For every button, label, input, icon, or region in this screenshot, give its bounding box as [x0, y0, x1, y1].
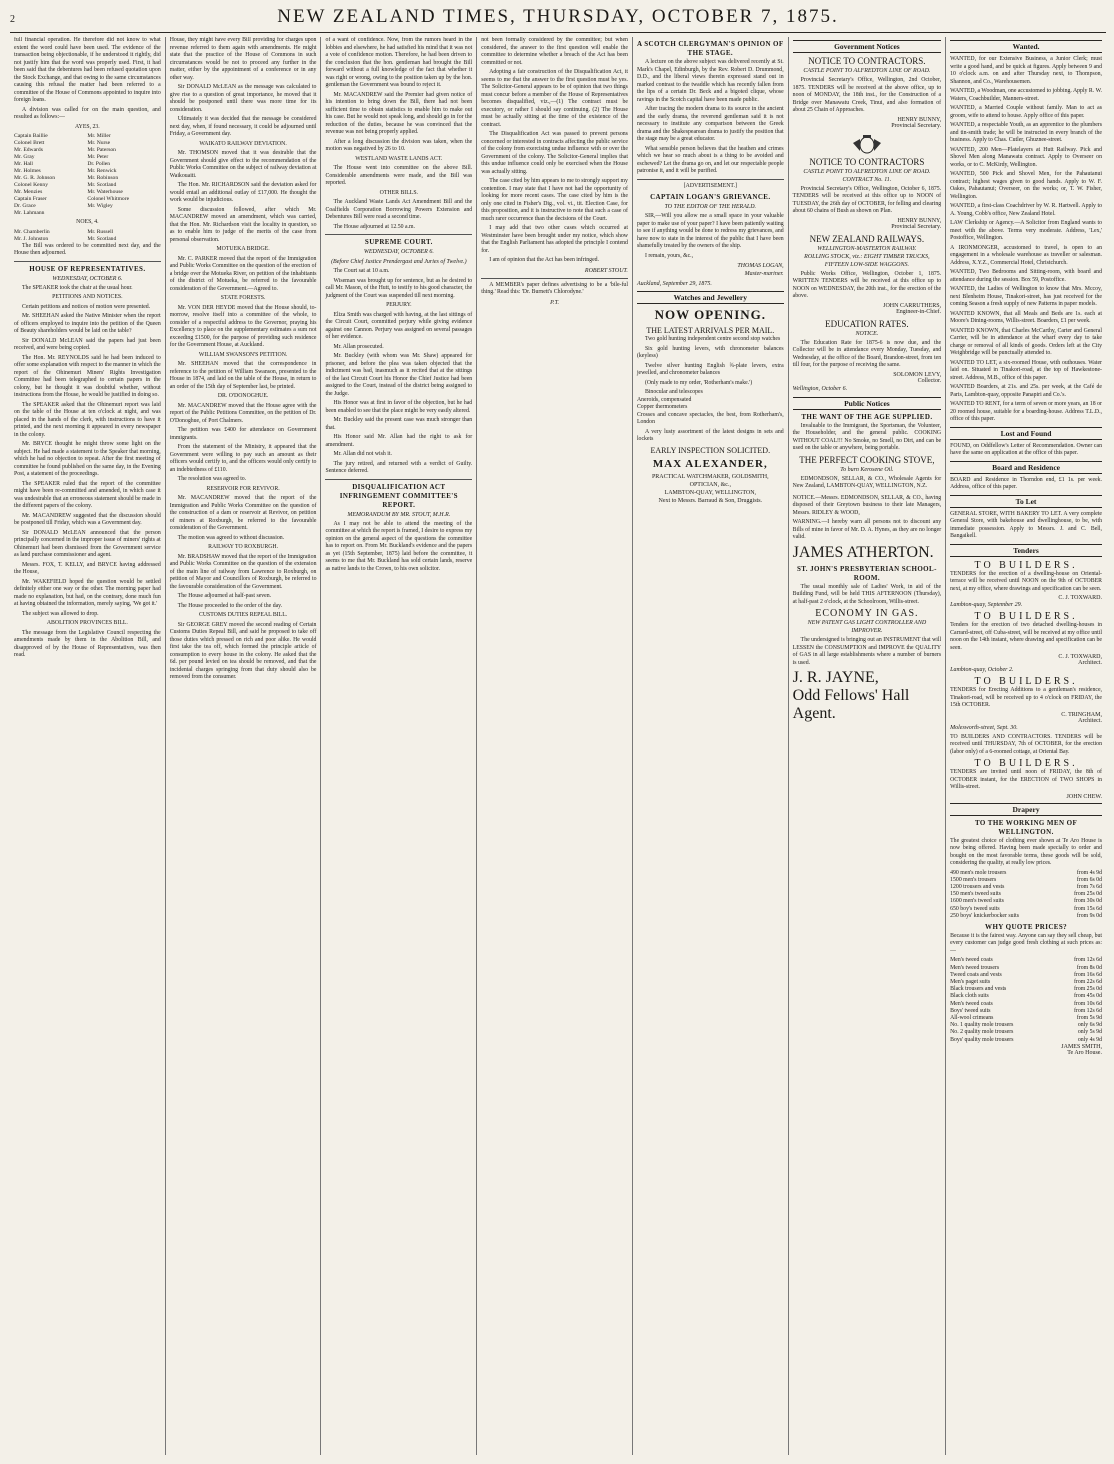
classified-ad: TO BUILDERS AND CONTRACTORS. TENDERS will be received until THURSDAY, 7th of OCTOBER, for the erection (labor only) of a 6-roomed cottage, at Oriental Bay. [950, 733, 1102, 755]
article-paragraph: Mr. MACANDREW moved that the report of the Immigration and Public Works Committee on the question of the construction of a dam or reservoir at Revivor, on petition of miners at Roxburgh, be referred to the favourable consideration of the Government. [169, 495, 317, 531]
price-value: from 7s 6d [1076, 883, 1102, 890]
article-paragraph: Messrs. FOX, T. KELLY, and BRYCE having addressed the House, [14, 561, 161, 575]
article-paragraph: The motion was agreed to without discussion. [177, 534, 285, 541]
article-paragraph: The subject was allowed to drop. [22, 610, 99, 617]
price-item: 650 boy's tweed suits [950, 905, 1000, 912]
advertisement [637, 307, 784, 505]
notice-headline: THE PERFECT COOKING STOVE, [799, 454, 935, 465]
ad-line: (Only made to my order, 'Rotherham's make.') [644, 379, 753, 386]
price-item: 1200 trousers and vests [950, 883, 1005, 890]
article-paragraph: Mr. SHEEHAN moved that the correspondence in reference to the petition of William Swanson, presented to the House in 1874, and laid on the table of the House, in return to an order of the 15th day of September last, be printed. [169, 361, 317, 390]
notice-headline: NEW ZEALAND RAILWAYS. [809, 233, 925, 244]
tender-headline: TO BUILDERS. [974, 611, 1078, 622]
divider [637, 179, 784, 180]
price-value: from 5s 9d [1076, 1015, 1102, 1022]
price-row [950, 965, 1102, 972]
article-paragraph: After tracing the modern drama to its source in the ancient and the early drama, the reverend gentleman said it is not necessary to institute any comparison between the Greek drama and the Shakespearean drama to justify the position that the stage may be a great educator. [636, 106, 784, 142]
price-row [950, 906, 1102, 913]
price-value: from 12s 6d [1073, 1007, 1102, 1014]
classified-ad: WANTED TO RENT, for a term of seven or more years, an 18 or 20 roomed house, suitable for a boarding-house. Address T.L.D., office of this paper. [950, 401, 1102, 422]
article-paragraph: full financial operation. He therefore did not know to what extent the word could have been used. The evidence of the transaction being objectionable, if he understood it rightly, did not justify him that the word was properly used. First, it had been said that the debentures had been refused quotation upon the Stock Exchange, and that owing to the same circumstances causing this refusal the matter had been referred to a committee of the House of Commons appointed to inquire into foreign loans. [14, 37, 161, 103]
subheading: PERJURY. [386, 302, 412, 308]
tender-date: Lambton-quay, October 2. [950, 667, 1014, 673]
article-paragraph: Mr. THOMSON moved that it was desirable that the Government should give effect to the recommendation of the Public Works Committee on the subject of railway deviation at Waikouaiti. [169, 150, 317, 179]
price-item: Tweed coats and vests [950, 971, 1002, 978]
notice-headline: ECONOMY IN GAS. [815, 608, 919, 619]
article-paragraph: Mr. Allan did not wish it. [333, 451, 392, 457]
price-value: from 45s 0d [1073, 993, 1102, 1000]
ad-address: PRACTICAL WATCHMAKER, GOLDSMITH, OPTICIAN, &c., LAMBTON-QUAY, WELLINGTON, Next to Messrs. Barraud & Son, Druggists. [651, 473, 769, 504]
notice-subheadline: NOTICE. [855, 330, 879, 337]
price-item: 490 men's mole trousers [950, 869, 1007, 876]
article-paragraph: Sir GEORGE GREY moved the second reading of Certain Customs Duties Repeal Bill, and said he proposed to take off those duties which pressed on rich and poor alike. He would first take the tea off, which formed the principle article of consumption to every house in the colony. He asked that the 6d. per pound levied on tea should be removed, and that the incidental charges springing from that duty should also be removed from the consumer. [169, 621, 317, 680]
price-item: Boys' quality mole trousers [950, 1036, 1014, 1043]
price-row [950, 1008, 1102, 1015]
subheading: CUSTOMS DUTIES REPEAL BILL. [198, 612, 288, 618]
price-row [950, 957, 1102, 964]
article-paragraph: The case cited by him appears to me to strongly support my contention. I may state that I have not had the opportunity of looking for more recent cases. The case cited by him is the only one cited in Fisher's Dig., vol. vi., tit. Election Case, for this proposition, and it is instructive to note that such a case of much rarer occurrence than the decisions of the Court. [481, 178, 628, 222]
article-paragraph: Mr. MACANDREW said the Premier had given notice of his intention to bring down the Bill, there had not been sufficient time to obtain statistics to enable him to make out his case. But he would not speak long, and should go in for the reduction of the duties, because he was convinced that the revenue was not being properly applied. [325, 91, 473, 135]
article-paragraph: Mr. VON DER HEYDE moved that the House should, to-morrow, resolve itself into a committee of the whole, to consider of a respectful address to the Governor, praying his Excellency to place on the supplementary estimates a sum not exceeding £1500, for the purpose of providing such residence for the Government House, at Auckland. [169, 304, 317, 348]
price-value: from 15s 6d [1073, 905, 1102, 912]
price-row [950, 898, 1102, 905]
tender-signature: C. J. TOXWARD, Architect. [1058, 654, 1102, 666]
article-paragraph: The SPEAKER asked that the Ohinemuri report was laid on the table of the House at ten o'clock at night, and was placed in the hands of the clerk, with instructions to have it printed, and the next morning it appeared in every newspaper in the colony. [14, 401, 161, 438]
price-value: from 25s 0d [1073, 891, 1102, 898]
ad-headline: NOW OPENING. [654, 307, 767, 322]
column-6 [789, 37, 946, 1455]
price-value: from 10s 6d [1073, 1000, 1102, 1007]
notice-signature: HENRY BUNNY, Provincial Secretary. [891, 217, 942, 230]
price-row [950, 972, 1102, 979]
price-row [950, 913, 1102, 920]
price-value: from 22s 6d [1073, 979, 1102, 986]
article-paragraph: Mr. Buckley (with whom was Mr. Shaw) appeared for prisoner, and before the plea was taken objected that the indictment was bad, inasmuch as it recited that at the sittings of the last Circuit Court his Honor the Chief Justice had been assigned to the Court, instead of the district being assigned to the Judge. [325, 353, 473, 397]
price-value: only 4s 9d [1077, 1036, 1102, 1043]
price-row [950, 1037, 1102, 1044]
article-paragraph: Wiseman was brought up for sentence, but as he desired to call Mr. Mason, of the Hutt, to testify to his good character, the judgment of the Court was suspended till next morning. [325, 277, 473, 299]
newspaper-title: NEW ZEALAND TIMES, THURSDAY, OCTOBER 7, 1875. [277, 6, 839, 27]
tender-headline: TO BUILDERS. [974, 676, 1078, 687]
ad-line: Six gold hunting levers, with chronometer balances (keyless) [636, 345, 784, 359]
section-bar: Tenders [950, 544, 1102, 557]
section-date: WEDNESDAY, OCTOBER 6. [363, 249, 434, 255]
classified-ad: WANTED, for our Extensive Business, a Junior Clerk; must write a good hand, and be quick at figures. Apply between 9 and 10 o'clock a.m. on and after Thursday next, to Thompson, Shannon, and Co., Warehousemen. [950, 56, 1102, 85]
classified-ad: WANTED KNOWN, that all Meals and Beds are 1s. each at Moore's Dining-rooms, Willis-street. Boarders, £1 per week. [950, 310, 1102, 324]
column-1 [10, 37, 166, 1455]
subheading: PETITIONS AND NOTICES. [52, 294, 123, 300]
notice-subheadline: NEW PATENT GAS LIGHT CONTROLLER AND IMPROVER. [807, 620, 927, 634]
section-heading: CAPTAIN LOGAN'S GRIEVANCE. [650, 193, 771, 201]
notice-subheadline: CASTLE POINT TO ALFREDTON LINE OF ROAD. CONTRACT No. 11. [803, 168, 931, 183]
notice-text: NOTICE.—Messrs. EDMONDSON, SELLAR, & CO., having disposed of their Greytown business to their late Managers, Messrs. RIDLEY & WOOD, [792, 494, 942, 516]
notice-text: Public Works Office, Wellington, October 1, 1875. WRITTEN TENDERS will be received at this office up to NOON on WEDNESDAY, the 20th inst., for the erection of the above. [792, 270, 942, 299]
article-paragraph: not been formally considered by the committee; but when considered, the answer to the first question will enable the committee to determine whether a breach of the Act has been committed or not. [481, 37, 628, 66]
notice-signature: JOHN CARRUTHERS, Engineer-in-Chief. [883, 302, 942, 315]
division-list [14, 133, 161, 217]
article-paragraph: The Court sat at 10 a.m. [333, 268, 390, 274]
price-value: from 12s 6d [1073, 957, 1102, 964]
article-paragraph: The Bill was ordered to be committed next day, and the House then adjourned. [14, 242, 161, 256]
notice-date: Wellington, October 6. [792, 385, 848, 392]
price-item: Black cloth suits [950, 993, 989, 1000]
tender-signature: C. TRINGHAM, Architect. [1061, 711, 1102, 724]
price-value: from 30s 0d [1073, 898, 1102, 905]
drapery-headline: WHY QUOTE PRICES? [985, 922, 1068, 931]
article-paragraph: Sir DONALD McLEAN said the papers had just been received, and were being copied. [14, 337, 161, 351]
notice-text: Provincial Secretary's Office, Wellington, October 6, 1875. TENDERS will be received at this office up to NOON of TUESDAY, the 26th day of OCTOBER, for felling and clearing about 60 chains of Bush as shown on Plan. [792, 185, 942, 214]
article-paragraph: Mr. SHEEHAN asked the Native Minister when the report of officers employed to inquire into the petition of the Queen of Beauty shareholders would be laid on the table? [14, 313, 161, 334]
price-item: Men's tweed coats [950, 1000, 993, 1007]
ad-line: EARLY INSPECTION SOLICITED. [650, 445, 771, 455]
price-item: 150 men's tweed suits [950, 891, 1001, 898]
notice-text: Provincial Secretary's Office, Wellington, 2nd October, 1875. TENDERS will be received at the above office, up to noon of MONDAY, the 18th inst., for the Construction of a Bridge over Manawatu Creek, Tinui, and also formation of about 25 Chain of Approaches. [792, 77, 942, 113]
classified-ad: WANTED, Two Bedrooms and Sitting-room, with board and attendance during the session. Box 59, Postoffice. [950, 269, 1102, 283]
article-paragraph: Mr. MACANDREW moved that the House agree with the report of the Public Petitions Committee, on the petition of Dr. O'Donoghue, of Port Chalmers. [169, 402, 317, 424]
notice-headline: THE WANT OF THE AGE SUPPLIED. [801, 412, 933, 421]
column-3 [321, 37, 477, 1455]
tender-headline: TO BUILDERS. [974, 758, 1078, 769]
column-5 [633, 37, 789, 1455]
section-date: WEDNESDAY, OCTOBER 6. [52, 275, 123, 282]
classified-ad: WANTED, a respectable Youth, as an apprentice to the plumbers and tin-smith trade; he will be instructed in every branch of the business. Apply to Chas. Cutler, Ghuznee-street. [950, 122, 1102, 143]
section-heading: A SCOTCH CLERGYMAN'S OPINION OF THE STAGE. [637, 40, 784, 57]
article-paragraph: Mr. WAKEFIELD hoped the question would be settled definitely either one way or the other. The morning paper had made no explanation, but had, on the contrary, done much fun at having obtained the information, merely saying, 'We got it.' [14, 578, 161, 607]
price-item: 1600 men's tweed suits [950, 898, 1004, 905]
article-paragraph: Sir DONALD McLEAN announced that the person principally concerned in the improper issue of miners' rights at Ohinemuri had been dismissed from the Government service as land purchase commissioner and agent. [14, 529, 161, 558]
advertisement-label: [ADVERTISEMENT.] [683, 182, 737, 189]
tender-headline: TO BUILDERS. [974, 559, 1078, 571]
price-row [950, 1001, 1102, 1008]
section-bar: Public Notices [793, 397, 941, 410]
division-heading: NOES, 4. [76, 219, 99, 225]
classified-ad: WANTED, 500 Pick and Shovel Men, for the Pahautanui contract; highest wages given to good hands. Apply to W. F. Oakes, Pahautanui; Overseer, on the works; or, T. W. Fisher, Wellington. [950, 171, 1102, 200]
price-row [950, 993, 1102, 1000]
drapery-signature: JAMES SMITH, Te Aro House. [1061, 1043, 1102, 1056]
price-value: from 25s 0d [1073, 986, 1102, 993]
ad-line: A very lusty assortment of the latest designs in sets and lockets [636, 428, 784, 442]
article-paragraph: The SPEAKER took the chair at the usual hour. [22, 284, 133, 291]
section-heading: DISQUALIFICATION ACT INFRINGEMENT COMMITTEE'S REPORT. [339, 482, 458, 509]
letter-date: Auckland, September 29, 1875. [636, 281, 712, 287]
page-footer-mark: P.T. [550, 299, 559, 306]
price-value: only 6s 9d [1077, 1022, 1102, 1029]
classified-ad: WANTED, a first-class Coachdriver by W. R. Hartwell. Apply to A. Young, Cobb's office, New Zealand Hotel. [950, 203, 1102, 217]
price-item: Black trousers and vests [950, 986, 1007, 993]
article-paragraph: His Honor said Mr. Allan had the right to ask for amendment. [325, 434, 473, 448]
price-list [950, 957, 1102, 1043]
price-row [950, 1015, 1102, 1022]
section-heading: HOUSE OF REPRESENTATIVES. [29, 264, 146, 273]
price-item: Boys' tweed suits [950, 1007, 991, 1014]
price-item: Men's paget suits [950, 979, 991, 986]
section-bar: Watches and Jewellery [637, 291, 784, 304]
price-value: from 6s 0d [1076, 876, 1102, 883]
tender-date: Lambton-quay, September 29. [950, 602, 1023, 608]
article-paragraph: Mr. MACANDREW suggested that the discussion should be postponed till Friday, which was a Government day. [14, 512, 161, 526]
price-item: No. 2 quality mole trousers [950, 1029, 1014, 1036]
classified-ad: WANTED TO LET, a six-roomed House, with outhouses. Water laid on. Situated in Tinakori-road, at the top of Hawkestone-street. Address, M.B., office of this paper. [950, 359, 1102, 381]
article-paragraph: The jury retired, and returned with a verdict of Guilty. Sentence deferred. [325, 460, 473, 474]
article-paragraph: The petition was £400 for attendance on Government immigrants. [169, 427, 317, 441]
price-item: 250 boys' knickerbocker suits [950, 912, 1019, 919]
article-paragraph: Some discussion followed, after which Mr. MACANDREW moved an amendment, which was carried, that the Hon. Mr. Richardson visit the locality in question, so as to enable him to judge of the merits of the case from personal observation. [169, 206, 317, 243]
classified-ad: TENDERS for Erecting Additions to a gentleman's residence, Tinakori-road, will be received up to 4 o'clock on FRIDAY, the 15th OCTOBER. [950, 687, 1102, 708]
article-paragraph: The House adjourned at 12.50 a.m. [333, 223, 415, 230]
section-bar: To Let [950, 495, 1102, 508]
subheading: WAIKATO RAILWAY DEVIATION. [199, 140, 287, 147]
ad-name: MAX ALEXANDER, [652, 457, 768, 470]
price-item: No. 1 quality mole trousers [950, 1022, 1014, 1029]
article-paragraph: The resolution was agreed to. [177, 476, 247, 482]
classified-ad: LAW Clerkship or Agency.—A Solicitor from England wants to meet with the above. Terms very moderate. Address, 'Lex,' Postoffice, Wellington. [950, 220, 1102, 241]
notice-subheadline: CASTLE POINT TO ALFREDTON LINE OF ROAD. [803, 68, 931, 74]
classified-ad: WANTED KNOWN, that Charles McCarthy, Carter and General Carrier, will be in attendance at the wharf every day to take charge or removal of all kinds of goods. Orders left at the City Weighbridge will be punctually attended to. [950, 327, 1102, 356]
ayes-list-a: Captain Baillie Colonel Brett Mr. Edwards Mr. Gray Mr. Hall Mr. Holmes Mr. G. R. Johnson Colonel Kenny Mr. Menzies Captain Fraser Dr. Grace Mr. Lahmann [14, 133, 56, 216]
article-paragraph: His Honor was at first in favor of the objection, but he had been enabled to see that the place might be very easily altered. [325, 400, 473, 414]
notice-headline: EDUCATION RATES. [825, 318, 909, 329]
price-value: only 5s 9d [1077, 1029, 1102, 1036]
divider [325, 479, 472, 480]
notice-headline: NOTICE TO CONTRACTORS [809, 156, 925, 167]
article-paragraph: I remain, yours, &c., [644, 252, 694, 259]
divider [14, 261, 161, 262]
price-item: All-wool crimeans [950, 1015, 994, 1022]
notice-text: The undersigned is bringing out an INSTRUMENT that will LESSEN the CONSUMPTION and IMPROVE the QUALITY of GAS in all large establishments where a number of burners is used. [792, 637, 942, 666]
notice-headline: ST. JOHN'S PRESBYTERIAN SCHOOL-ROOM. [796, 564, 937, 582]
ayes-list-b: Mr. Miller Mr. Nurse Mr. Paterson Mr. Peter Dr. Pollen Mr. Renwick Mr. Robinson Mr. Scotland Mr. Waterhouse Colonel Whitmore Mr. Wigley [87, 133, 130, 209]
notice-signature: HENRY BUNNY, Provincial Secretary. [891, 116, 942, 129]
price-value: from 16s 6d [1073, 971, 1102, 978]
section-bar: Drapery [950, 803, 1102, 816]
article-paragraph: Certain petitions and notices of motion were presented. [22, 303, 151, 310]
columns [10, 37, 1106, 1455]
ad-line: Binocular and telescopes Aneroids, compensated Copper thermometers Crosses and concave spectacles, the best, from Rotherham's, London [636, 389, 784, 425]
section-subtitle: TO THE EDITOR OF THE HERALD. [664, 204, 757, 210]
notice-subheadline: WELLINGTON-MASTERTON RAILWAY. ROLLING STOCK, viz.: EIGHT TIMBER TRUCKS, FIFTEEN LOW-SIDE WAGGONS. [804, 245, 930, 268]
classified-ad: TENDERS for the erection of a dwelling-house on Oriental-terrace will be received until NOON on the 9th of OCTOBER next, at my office, where drawings and specification can be seen. [950, 570, 1102, 592]
article-paragraph: From the statement of the Ministry, it appeared that the Government were willing to pay such an amount as their officers would certify to, and the officers would only certify to an indebtedness of £110. [169, 444, 317, 473]
classified-ad: WANTED, a Married Couple without family. Man to act as groom, wife to attend to house. Apply office of this paper. [950, 105, 1102, 119]
article-paragraph: Mr. BRYCE thought he might throw some light on the subject. He had made a statement to the Speaker that morning, which he had no objection to repeat. After the first meeting of committee he found published on the same day, in the Evening Post, a statement of the proceedings. [14, 441, 161, 477]
classified-ad: Because it is the fairest way. Anyone can say they sell cheap, but every customer can judge good fresh clothing at such prices as:— [950, 932, 1102, 954]
author-signature: ROBERT STOUT. [584, 267, 628, 274]
classified-ad: WANTED, 200 Men—Platelayers at Hutt Railway. Pick and Shovel Men along Manawatu contract. Apply to Overseer on works, or to C. McKirdy, Wellington. [950, 146, 1102, 168]
article-paragraph: Mr. C. PARKER moved that the report of the Immigration and Public Works Committee on the question of the erection of a bridge over the Motueka River, on petition of the inhabitants of the district of Motueka, be referred to the favourable consideration of the Government.—Agreed to. [169, 255, 317, 292]
article-paragraph: The House adjourned at half-past seven. [177, 593, 272, 599]
notice-text: Invaluable to the Immigrant, the Sportsman, the Volunteer, the Householder, and the general public. COOKING WITHOUT COAL!!! No Smoke, no Smell, no Dirt, and can be used on the table or anywhere, being portable. [792, 422, 942, 451]
price-row [950, 1029, 1102, 1036]
section-subtitle: MEMORANDUM BY MR. STOUT, M.H.R. [347, 511, 451, 518]
article-paragraph: I may add that two other cases which occurred at Westminster have been brought under my notice, which show that the English Parliament has adopted the principle I contend for. [481, 225, 628, 254]
tender-signature: C. J. TOXWARD. [1058, 595, 1102, 601]
price-list [950, 870, 1102, 920]
ad-line: Two gold hunting independent centre second stop watches [644, 336, 781, 342]
notice-text: The Education Rate for 1875-6 is now due, and the Collector will be in attendance every Monday, Tuesday, and Wednesday, at the office of the Board, Brandon-street, from ten till four, for the purpose of receiving the same. [792, 339, 942, 368]
price-value: from 8s 0d [1076, 964, 1102, 971]
article-paragraph: As I may not be able to attend the meeting of the committee at which the report is framed, I desire to express my opinion on the general aspect of the questions the committee has to report on. From Mr. Buckland's evidence and the papers as yet (15th September, 1875) laid before the committee, it seems to me that Mr. Buckland has sold certain lands, reserve as native lands to the Crown, to his own solicitor. [325, 520, 473, 572]
subheading: ABOLITION PROVINCES BILL. [46, 620, 128, 626]
price-row [950, 877, 1102, 884]
article-paragraph: Adopting a fair construction of the Disqualification Act, it seems to me that the answer to the first question must be yes. The Solicitor-General appears to be of opinion that two things must concur before a member of the House of Representatives becomes disqualified, viz.,—(1) The contract must be executory, or rather I should say continuing. (2) The House must be actually sitting at the time of the existence of the contract. [481, 69, 628, 128]
section-bar: Government Notices [793, 40, 941, 53]
section-bar: Wanted. [950, 40, 1102, 53]
section-subtitle: (Before Chief Justice Prendergast and Juries of Twelve.) [331, 259, 467, 265]
division-list [14, 229, 161, 243]
notice-text: WARNING.—I hereby warn all persons not to discount any Bills of mine in favor of Mr. D. A. Hynes, as they are no longer valid. [792, 519, 942, 540]
classified-ad: FOUND, on Oddfellow's Letter of Recommendation. Owner can have the same on application at the office of this paper. [950, 442, 1102, 456]
subheading: WILLIAM SWANSON'S PETITION. [198, 351, 288, 358]
article-paragraph: The Disqualification Act was passed to prevent persons concerned or interested in contracts affecting the public service of the colony from exercising undue influence with or over the Government of the colony. The Solicitor-General implies that this undue influence could only be exercised when the House was actually sitting. [481, 131, 628, 175]
classified-ad: BOARD and Residence in Thorndon end, £1 1s. per week. Address, office of this paper. [950, 476, 1102, 490]
section-heading: SUPREME COURT. [364, 238, 433, 246]
price-item: Men's tweed coats [950, 957, 993, 964]
article-paragraph: Sir DONALD McLEAN as the message was calculated to give rise to a question of great importance, he moved that it should be postponed until there was more time for its consideration. [169, 84, 317, 113]
column-7 [946, 37, 1106, 1455]
ad-line: Twelve silver hunting English ¾-plate levers, extra jewelled, and chronometer balances [636, 362, 784, 376]
article-paragraph: Mr. BRADSHAW moved that the report of the Immigration and Public Works Committee on the question of the extension of the main line of railway from Lawrence to Roxburgh, on petition of Mayor and Councillors of Roxburgh, be referred to the favourable consideration of the Government. [169, 553, 317, 590]
article-paragraph: After a long discussion the division was taken, when the motion was negatived by 26 to 10. [325, 138, 473, 152]
ad-subheadline: THE LATEST ARRIVALS PER MAIL. [646, 326, 775, 335]
article-paragraph: SIR,—Will you allow me a small space in your valuable paper to make use of your paper? I have been patiently waiting to see if anything would be done to redress my grievances, and have now to state in the interest of the public that I have been shamefully treated by the owners of the ship. [636, 213, 784, 249]
article-paragraph: Ultimately it was decided that the message be considered next day, when, if found necessary, it could be adjourned until Friday, a Government day. [169, 116, 317, 137]
article-paragraph: What sensible person believes that the heathen and crimes which we hear so much about is a thing to be avoided and eschewed? Let the drama go on, and let our respectable people patronise it, and it will be purified. [636, 145, 784, 174]
article-paragraph: Mr. Buckley said the present case was much stronger than that. [325, 417, 473, 431]
tender-date: Molesworth-street, Sept. 30. [950, 724, 1018, 731]
article-paragraph: The Hon. Mr. RICHARDSON said the deviation asked for would entail an additional outlay of £17,000. He thought the work would be injudicious. [169, 182, 317, 203]
column-2 [166, 37, 322, 1455]
notice-signature: SOLOMON LEVY, Collector. [893, 371, 942, 384]
price-value: from 9s 0d [1076, 912, 1102, 919]
subheading: DR. O'DONOGHUE. [217, 393, 269, 399]
article-paragraph: The House proceeded to the order of the day. [177, 602, 283, 609]
classified-ad: Tenders for the erection of two detached dwelling-houses in Carrard-street, off Cuba-street, will be received at my office until noon on the 14th instant, where drawing and specification can be seen. [950, 622, 1102, 651]
subheading: RESERVOIR FOR REVIVOR. [206, 485, 280, 492]
public-notice [793, 413, 941, 491]
article-paragraph: The SPEAKER ruled that the report of the committee might have been re-committed and amended, in which case it was undesirable that an erroneous statement should be made in the different papers of the colony. [14, 480, 161, 509]
masthead [10, 6, 1106, 33]
classified-ad: TENDERS are invited until noon of FRIDAY, the 8th of OCTOBER instant, for the ERECTION of TWO SHOPS in Willis-street. [950, 769, 1102, 790]
price-row [950, 870, 1102, 877]
noes-list-a: Mr. Chamberlin Mr. J. Johnston [14, 228, 50, 242]
notice-signature: J. R. JAYNE, Odd Fellows' Hall Agent. [792, 669, 910, 722]
notice-subheadline: To burn Kerosene Oil. [840, 466, 894, 473]
price-row [950, 1022, 1102, 1029]
section-bar: Lost and Found [950, 427, 1102, 440]
coat-of-arms-icon [847, 133, 887, 155]
article-paragraph: The House went into committee on the above Bill. Considerable amendments were made, and the Bill was reported. [325, 165, 473, 186]
article-paragraph: A division was called for on the main question, and resulted as follows:— [14, 106, 161, 120]
division-heading: AYES, 23. [74, 123, 100, 130]
classified-ad: GENERAL STORE, WITH BAKERY TO LET. A very complete General Store, with bakehouse and dwellinghouse, to be, with immediate possession. Apply to Messrs. J. and C. Bell, Bangaikell. [950, 510, 1102, 539]
noes-list-b: Mr. Russell Mr. Scotland [87, 228, 117, 242]
author-signature: THOMAS LOGAN, Master-mariner. [737, 263, 784, 277]
column-4 [477, 37, 633, 1455]
subheading: RAILWAY TO ROXBURGH. [208, 544, 279, 550]
price-item: Men's tweed trousers [950, 964, 1000, 971]
section-bar: Board and Residence [950, 461, 1102, 474]
article-paragraph: of a want of confidence. Now, from the rumors heard in the lobbies and elsewhere, he had satisfied his mind that it was not a vote of confidence motion. Therefore, he had been driven to the conclusion that the hon. gentleman had brought the Bill forward without a full knowledge of the fact that whether it was right or wrong, owing to the position taken up by the hon. gentleman the Government was bound to reject it. [325, 37, 473, 88]
article-paragraph: A lecture on the above subject was delivered recently at St. Mark's Chapel, Edinburgh, by the Rev. Robert D. Drummond, D.D., and the liberal views therein expressed stand out in marked contrast to the twaddle which has recently fallen from the lips of a certain Dr. Beck and a bigoted clique, whose ravings in the Scotch capital have been made public. [636, 59, 784, 103]
article-paragraph: Mr. Allan prosecuted. [333, 343, 384, 350]
price-item: 1500 men's trousers [950, 876, 997, 883]
government-notice [793, 157, 941, 230]
notice-headline: NOTICE TO CONTRACTORS. [808, 56, 926, 66]
subheading: MOTUEKA BRIDGE. [216, 246, 270, 252]
government-notice [793, 56, 941, 129]
article-paragraph: I am of opinion that the Act has been infringed. [489, 257, 599, 263]
article-paragraph: The Hon. Mr. REYNOLDS said he had been induced to offer some explanation with respect to the manner in which the report of the Ohinemuri Miners' Rights Investigation Committee had been telegraphed to certain papers in the colony, but he thought it was doubtful whether, without instructions from the House, he would be justified in doing so. [14, 354, 161, 398]
classified-ad: WANTED, the Ladies of Wellington to know that Mrs. Mccoy, next Blenheim House, Tinakori-street, has just received for the coming Season a fresh supply of new Patterns in paper models. [950, 286, 1102, 307]
classified-ad: WANTED, a Woodman, one accustomed to jobbing. Apply R. W. Waters, Coachbuilder, Manners-street. [950, 88, 1102, 102]
article-paragraph: The Auckland Waste Lands Act Amendment Bill and the Coalfields Corporation Borrowing Powers Extension and Debentures Bill were read a second time. [325, 199, 473, 220]
classified-ad: WANTED Boarders, at 21s. and 25s. per week, at the Café de Paris, Lambton-quay, opposite Panapiri and Co.'s. [950, 384, 1102, 398]
subheading: OTHER BILLS. [379, 189, 418, 196]
divider [325, 234, 472, 235]
article-paragraph: House, they might have every Bill providing for charges upon revenue referred to them again with amendments. He might state that the practice of the House of Commons in such circumstances would be not to proceed any further in the matter, either by the appointment of a conference or in any other way. [169, 37, 317, 81]
article-paragraph: The message from the Legislative Council respecting the amendments made by them in the Abolition Bill, and disapproved of by the House of Representatives, was then read. [14, 629, 161, 658]
page-number: 2 [10, 14, 15, 25]
tender-signature: JOHN CHEW. [1066, 793, 1102, 800]
classified-ad: A IRONMONGER, accustomed to travel, is open to an engagement in a wholesale warehouse as traveller or salesman. Address, X.Y.Z., Commercial Hotel, Christchurch. [950, 244, 1102, 266]
drapery-headline: TO THE WORKING MEN OF WELLINGTON. [974, 818, 1078, 836]
article-paragraph: Eliza Smith was charged with having, at the last sittings of the Circuit Court, committed perjury while giving evidence against one Cannon. Perjury was assigned on several passages of her evidence. [325, 311, 473, 340]
notice-signature: JAMES ATHERTON. [792, 543, 934, 561]
divider [481, 278, 628, 279]
article-paragraph: A MEMBER's paper defines advertising to be a 'bile-ful thing.' Read this: 'Dr. Burnett's Chlorodyne.' [481, 281, 628, 295]
subheading: STATE FORESTS. [220, 295, 266, 301]
price-value: from 4s 9d [1076, 869, 1102, 876]
subheading: WESTLAND WASTE LANDS ACT. [355, 155, 443, 162]
government-notice [793, 319, 941, 393]
notice-text: EDMONDSON, SELLAR, & CO., Wholesale Agents for New Zealand, LAMBTON-QUAY, WELLINGTON, N.Z. [792, 475, 942, 489]
notice-text: The usual monthly sale of Ladies' Work, in aid of the Building Fund, will be held THIS AFTERNOON (Thursday), at half-past 2 o'clock, at the Schoolroom, Willis-street. [792, 583, 942, 605]
government-notice [793, 234, 941, 315]
classified-ad: The greatest choice of clothing ever shown at Te Aro House is now being offered. Having been made specially to order and bought on the most favorable terms, these goods will be sold, considering the quality, at really low prices. [950, 837, 1102, 866]
